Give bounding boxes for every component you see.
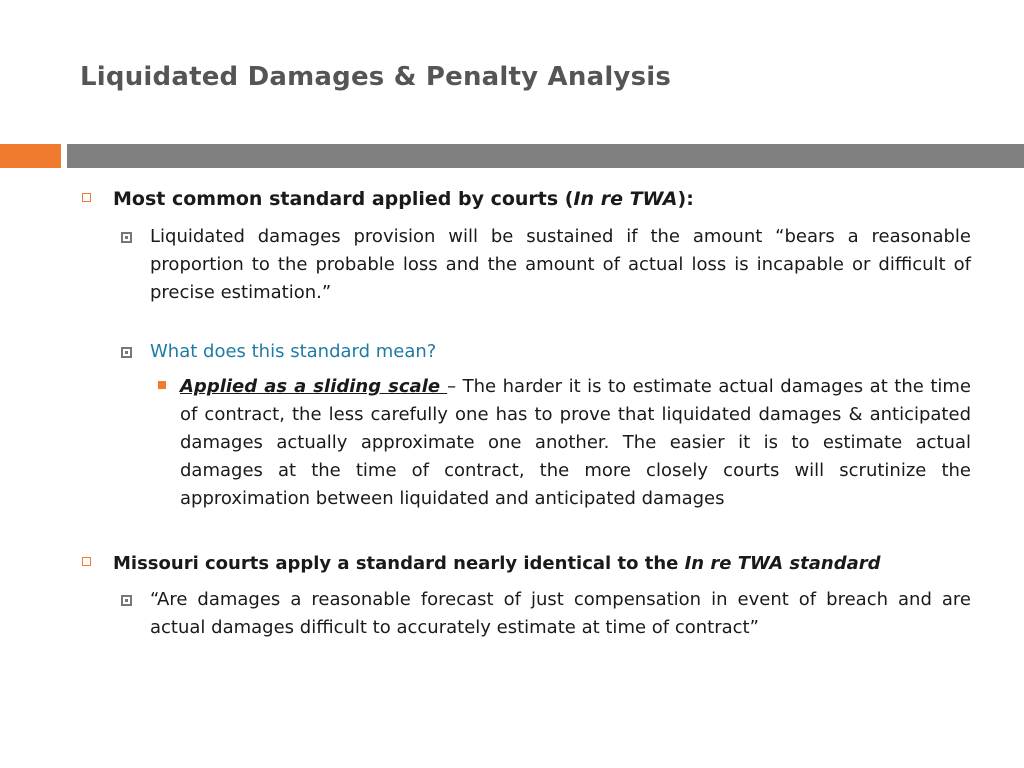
case-name-twa: In re TWA	[573, 188, 678, 210]
sliding-scale-text: – The harder it is to estimate actual damages at the time of contract, the less carefully one has to prove that liquidated damages & anticipated damages actually approximate one another. The easier it is to estimate actual damages at the time of contract, the more closely courts will scrutinize the approximation between liquidated and anticipated damages	[180, 376, 971, 509]
sub-bullet-question	[121, 338, 971, 366]
filled-square-bullet-icon	[158, 381, 166, 389]
boxed-square-bullet-icon	[121, 232, 132, 243]
bullet-missouri-standard-label	[113, 550, 881, 577]
hollow-square-bullet-icon	[82, 193, 91, 202]
standard-question-text: What does this standard mean?	[150, 341, 437, 362]
boxed-square-bullet-icon	[121, 595, 132, 606]
court-standard-prefix: Most common standard applied by courts (	[113, 188, 574, 210]
sub-bullet-missouri-quote	[121, 586, 971, 642]
court-standard-suffix: ):	[677, 188, 694, 210]
sliding-scale-lead: Applied as a sliding scale	[180, 376, 448, 397]
bullet-court-standard	[82, 186, 972, 213]
bullet-missouri-standard	[82, 550, 972, 577]
case-name-twa-standard: In re TWA standard	[684, 553, 881, 574]
sub-sub-bullet-sliding-scale	[158, 373, 971, 513]
boxed-square-bullet-icon	[121, 347, 132, 358]
missouri-prefix: Missouri courts apply a standard nearly identical to the	[113, 553, 685, 574]
sliding-scale-paragraph	[180, 373, 971, 513]
slide-title: Liquidated Damages & Penalty Analysis	[80, 62, 672, 92]
hollow-square-bullet-icon	[82, 557, 91, 566]
sustained-provision-text: Liquidated damages provision will be sustained if the amount “bears a reasonable proportion to the probable loss and the amount of actual loss is incapable or difficult of precise estimation.”	[150, 226, 971, 303]
sub-bullet-sustained-provision	[121, 223, 971, 307]
missouri-quote-text: “Are damages a reasonable forecast of just compensation in event of breach and are actual damages difficult to accurately estimate at time of contract”	[150, 589, 971, 638]
bullet-court-standard-label	[113, 186, 694, 213]
